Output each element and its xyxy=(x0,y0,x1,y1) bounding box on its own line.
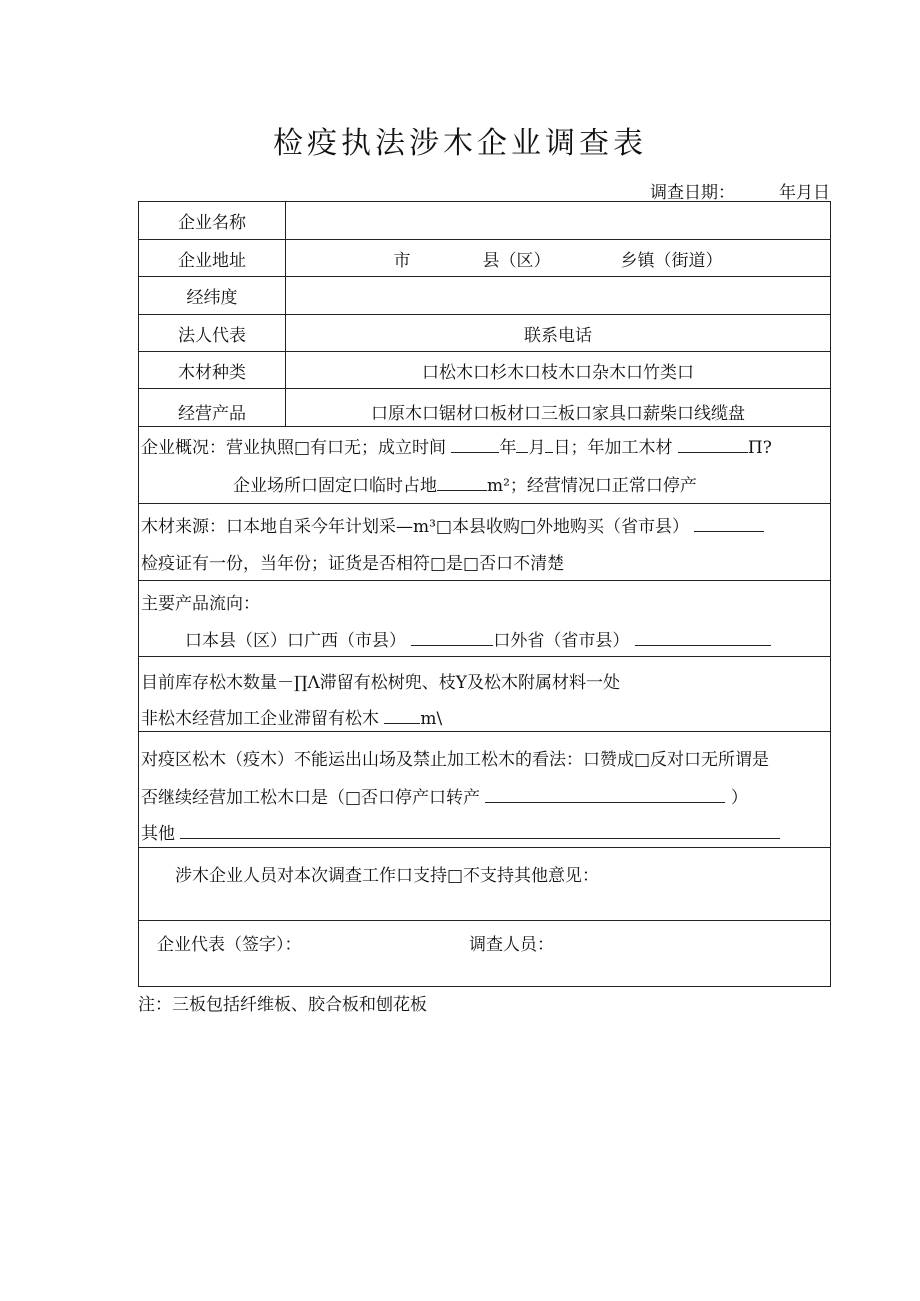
overview-line-2[interactable] xyxy=(233,471,697,496)
product-flow-label: 主要产品流向： xyxy=(141,594,260,614)
row-signature xyxy=(139,921,830,988)
other-blank[interactable] xyxy=(180,824,780,839)
products-label: 经营产品 xyxy=(139,389,286,426)
company-address-label: 企业地址 xyxy=(139,240,286,276)
flow-other-province: 口外省（省市县） xyxy=(493,631,630,651)
month-unit: 月 xyxy=(528,438,546,458)
annual-processing-unit: Π? xyxy=(747,438,772,458)
pine-stock-line-2[interactable] xyxy=(141,704,442,729)
flow-other-province-blank[interactable] xyxy=(635,631,771,646)
non-pine-stock-blank[interactable] xyxy=(384,709,420,724)
opinion-line-1[interactable]: 对疫区松木（疫木）不能运出山场及禁止加工松木的看法：口赞成□反对口无所谓是 xyxy=(141,750,770,770)
flow-guangxi-blank[interactable] xyxy=(411,631,493,646)
coordinates-label: 经纬度 xyxy=(139,277,286,314)
continue-processing-blank[interactable] xyxy=(485,788,725,803)
row-company-overview xyxy=(139,427,830,504)
continue-processing-text: 否继续经营加工松木口是（□否口停产口转产 xyxy=(141,788,481,808)
company-address-field[interactable] xyxy=(286,240,830,276)
row-legal-representative xyxy=(139,315,830,352)
contact-phone-label[interactable]: 联系电话 xyxy=(524,325,592,346)
overview-line-1[interactable] xyxy=(141,433,772,458)
survey-date-suffix: 年月日 xyxy=(779,183,830,203)
wood-source-text: 木材来源：口本地自采今年计划采—m³□本县收购□外地购买（省市县） xyxy=(141,517,690,537)
address-county: 县（区） xyxy=(482,250,551,271)
row-wood-source xyxy=(139,504,830,581)
operating-status-text: m²；经营情况口正常口停产 xyxy=(487,476,697,496)
founded-month-blank[interactable] xyxy=(516,438,528,453)
company-name-label: 企业名称 xyxy=(139,202,286,239)
row-coordinates xyxy=(139,277,830,315)
pine-stock-line-1[interactable]: 目前库存松木数量－∏Λ滞留有松树兜、枝Y及松木附属材料一处 xyxy=(141,673,621,693)
page-title: 检疫执法涉木企业调查表 xyxy=(273,126,647,161)
survey-date xyxy=(650,178,830,203)
footnote: 注：三板包括纤维板、胶合板和刨花板 xyxy=(138,995,427,1015)
wood-source-line-1[interactable] xyxy=(141,512,764,537)
legal-representative-label: 法人代表 xyxy=(139,315,286,351)
site-type-text: 企业场所口固定口临时占地 xyxy=(233,476,437,496)
flow-local-guangxi: 口本县（区）口广西（市县） xyxy=(185,631,406,651)
continue-processing-close: ） xyxy=(730,788,748,808)
other-label: 其他 xyxy=(141,824,175,844)
row-products xyxy=(139,389,830,427)
row-company-address xyxy=(139,240,830,277)
founded-year-blank[interactable] xyxy=(451,438,499,453)
company-name-field[interactable] xyxy=(286,202,830,239)
year-unit: 年 xyxy=(499,438,517,458)
row-wood-types xyxy=(139,352,830,389)
address-town: 乡镇（街道） xyxy=(620,250,723,271)
wood-types-label: 木材种类 xyxy=(139,352,286,388)
row-pine-stock xyxy=(139,657,830,732)
non-pine-stock-unit: m\ xyxy=(420,709,443,729)
company-rep-signature[interactable]: 企业代表（签字）： xyxy=(157,935,302,955)
row-product-flow xyxy=(139,581,830,657)
product-flow-options[interactable] xyxy=(185,626,771,651)
wood-source-blank[interactable] xyxy=(694,517,764,532)
attitude-text[interactable]: 涉木企业人员对本次调查工作口支持□不支持其他意见： xyxy=(175,866,600,886)
coordinates-field[interactable] xyxy=(286,277,830,314)
investigator-signature[interactable]: 调查人员： xyxy=(469,935,554,955)
non-pine-stock-text: 非松木经营加工企业滞留有松木 xyxy=(141,709,379,729)
row-company-name xyxy=(139,202,830,240)
wood-source-line-2[interactable]: 检疫证有一份，当年份；证货是否相符□是□否口不清楚 xyxy=(141,554,565,574)
products-options[interactable]: 口原木口锯材口板材口三板口家具口薪柴口线缆盘 xyxy=(371,404,745,424)
opinion-line-3[interactable] xyxy=(141,819,780,844)
site-area-blank[interactable] xyxy=(437,476,487,491)
survey-date-label: 调查日期： xyxy=(650,183,735,203)
overview-license-text: 企业概况：营业执照□有口无；成立时间 xyxy=(141,438,447,458)
survey-form xyxy=(138,201,831,987)
annual-processing-blank[interactable] xyxy=(678,438,748,453)
annual-processing-text: 日；年加工木材 xyxy=(553,438,673,458)
row-opinion xyxy=(139,732,830,848)
address-city: 市 xyxy=(393,250,411,271)
opinion-line-2[interactable] xyxy=(141,783,748,808)
wood-types-options[interactable]: 口松木口杉木口枝木口杂木口竹类口 xyxy=(422,362,694,383)
row-attitude xyxy=(139,848,830,921)
